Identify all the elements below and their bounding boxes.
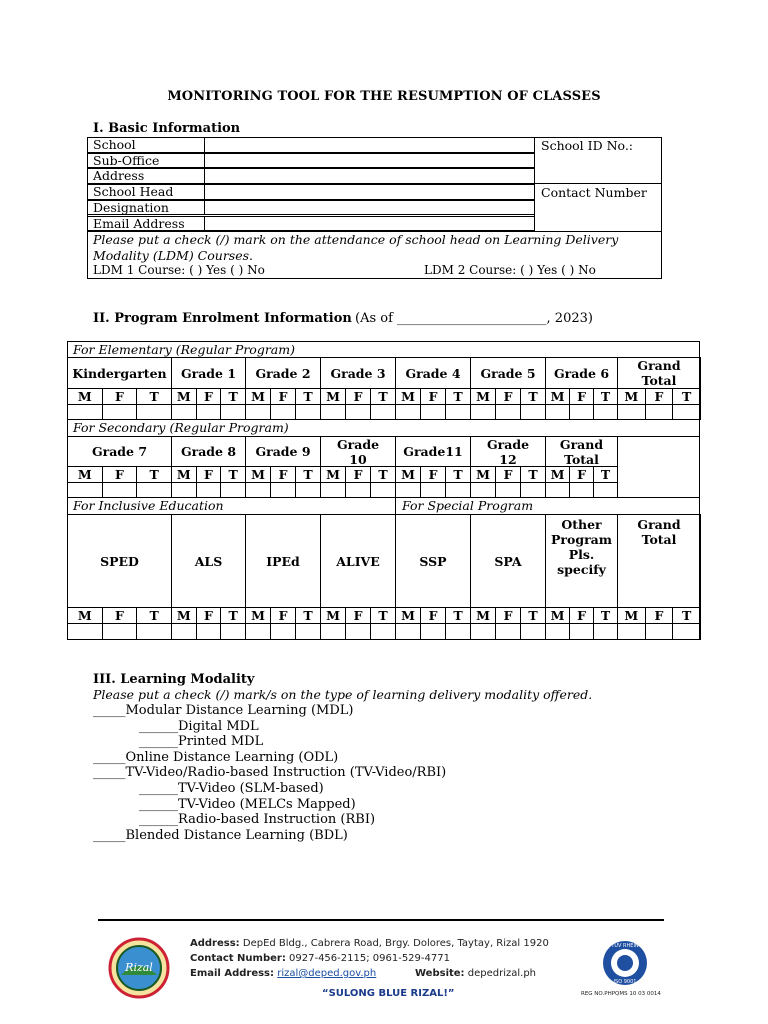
enrolment-input-cell — [445, 404, 471, 420]
inclusive-label: For Inclusive Education — [73, 498, 224, 513]
enrolment-input-cell — [345, 482, 371, 498]
secondary-grade-header: Grade 7 — [67, 436, 172, 467]
enrolment-input-cell — [196, 623, 222, 640]
enrolment-input-cell — [569, 404, 594, 420]
enrolment-input-cell — [395, 623, 421, 640]
mft-header-cell: M — [171, 466, 197, 483]
elementary-grade-header: Grade 3 — [320, 357, 396, 389]
mft-header-cell: T — [136, 388, 172, 405]
elementary-grade-header: Grand Total — [617, 357, 701, 389]
enrolment-input-cell — [395, 404, 421, 420]
mft-header-cell: T — [295, 607, 321, 624]
mft-header-cell: F — [645, 388, 674, 405]
enrolment-input-cell — [270, 404, 296, 420]
mft-header-cell: F — [270, 388, 296, 405]
enrolment-input-cell — [220, 623, 246, 640]
enrolment-input-cell — [136, 404, 172, 420]
mft-header-cell: F — [420, 607, 446, 624]
mft-header-cell: F — [569, 466, 594, 483]
enrolment-input-cell — [196, 482, 222, 498]
inclusive-program-header: Other Program Pls. specify — [545, 514, 618, 608]
mft-header-cell: M — [470, 466, 496, 483]
secondary-grade-header: Grade 12 — [470, 436, 546, 467]
enrolment-input-cell — [67, 623, 103, 640]
footer-contact: Contact Number: 0927-456-2115; 0961-529-4771 — [190, 953, 450, 964]
enrolment-input-cell — [495, 482, 521, 498]
enrolment-input-cell — [617, 623, 646, 640]
mft-header-cell: F — [196, 607, 222, 624]
enrolment-input-cell — [420, 623, 446, 640]
contact-number-label: Contact Number — [541, 185, 647, 200]
enrolment-input-cell — [370, 482, 396, 498]
enrolment-input-cell — [171, 404, 197, 420]
inclusive-program-header: SSP — [395, 514, 471, 608]
enrolment-input-cell — [470, 404, 496, 420]
enrolment-input-cell — [245, 482, 271, 498]
mft-header-cell: M — [320, 607, 346, 624]
ldm-instruction: Please put a check (/) mark on the attendance of school head on Learning Delivery Modality (LDM) Courses. — [93, 232, 619, 263]
mft-header-cell: M — [395, 388, 421, 405]
mft-header-cell: M — [67, 388, 103, 405]
enrolment-input-cell — [645, 404, 674, 420]
mft-header-cell: F — [645, 607, 674, 624]
enrolment-input-cell — [520, 404, 546, 420]
mft-header-cell: F — [495, 466, 521, 483]
basic-info-divider — [87, 231, 662, 232]
mft-header-cell: T — [593, 607, 618, 624]
enrolment-input-cell — [470, 623, 496, 640]
mft-header-cell: M — [67, 466, 103, 483]
mft-header-cell: T — [593, 388, 618, 405]
modality-option: _____Modular Distance Learning (MDL) — [93, 703, 354, 718]
secondary-grade-header: Grade 8 — [171, 436, 246, 467]
basic-info-label: Designation — [93, 199, 169, 215]
footer-email: Email Address: rizal@deped.gov.ph — [190, 968, 377, 979]
mft-header-cell: T — [445, 607, 471, 624]
mft-header-cell: F — [270, 466, 296, 483]
mft-header-cell: T — [295, 388, 321, 405]
modality-option: ______TV-Video (MELCs Mapped) — [139, 796, 356, 812]
enrolment-input-cell — [220, 404, 246, 420]
secondary-grade-header: Grand Total — [545, 436, 618, 467]
enrolment-input-cell — [420, 482, 446, 498]
logo-text: Rizal — [125, 961, 153, 974]
mft-header-cell: F — [495, 388, 521, 405]
enrolment-input-cell — [345, 404, 371, 420]
cert-text: TUV RHEIN — [611, 943, 639, 949]
mft-header-cell: M — [545, 466, 570, 483]
enrolment-input-cell — [245, 623, 271, 640]
mft-header-cell: M — [545, 607, 570, 624]
basic-info-label: School Head — [93, 184, 174, 200]
basic-info-value-cell — [204, 137, 535, 153]
enrolment-input-cell — [136, 623, 172, 640]
enrolment-input-cell — [672, 404, 701, 420]
enrolment-input-cell — [545, 623, 570, 640]
enrolment-input-cell — [672, 623, 701, 640]
enrolment-input-cell — [270, 623, 296, 640]
section3-heading: III. Learning Modality — [93, 672, 255, 687]
modality-instruction: Please put a check (/) mark/s on the type of learning delivery modality offered. — [93, 687, 593, 702]
enrolment-input-cell — [295, 482, 321, 498]
enrolment-input-cell — [67, 482, 103, 498]
elementary-label: For Elementary (Regular Program) — [73, 342, 295, 357]
basic-info-label: Address — [93, 168, 145, 184]
mft-header-cell: F — [569, 388, 594, 405]
enrolment-input-cell — [136, 482, 172, 498]
basic-info-value-cell — [204, 168, 535, 184]
mft-header-cell: M — [245, 388, 271, 405]
mft-header-cell: M — [395, 607, 421, 624]
mft-header-cell: T — [445, 388, 471, 405]
basic-info-value-cell — [204, 200, 535, 216]
basic-info-label: Email Address — [93, 215, 185, 231]
mft-header-cell: T — [520, 607, 546, 624]
special-divider — [395, 497, 396, 515]
enrolment-input-cell — [196, 404, 222, 420]
mft-header-cell: M — [617, 388, 646, 405]
mft-header-cell: T — [370, 607, 396, 624]
enrolment-input-cell — [593, 404, 618, 420]
enrolment-input-cell — [320, 404, 346, 420]
document-title: MONITORING TOOL FOR THE RESUMPTION OF CLASSES — [167, 89, 601, 104]
deped-rizal-logo — [95, 937, 183, 999]
email-link[interactable]: rizal@deped.gov.ph — [277, 968, 377, 979]
secondary-label: For Secondary (Regular Program) — [73, 420, 289, 435]
mft-header-cell: T — [220, 607, 246, 624]
elementary-grade-header: Grade 6 — [545, 357, 618, 389]
secondary-grade-header: Grade 9 — [245, 436, 321, 467]
mft-header-cell: M — [617, 607, 646, 624]
enrolment-input-cell — [245, 404, 271, 420]
mft-header-cell: T — [520, 466, 546, 483]
enrolment-input-cell — [445, 482, 471, 498]
mft-header-cell: T — [672, 388, 701, 405]
inclusive-program-header: ALS — [171, 514, 246, 608]
mft-header-cell: F — [102, 607, 138, 624]
mft-header-cell: M — [245, 607, 271, 624]
mft-header-cell: T — [295, 466, 321, 483]
inclusive-program-header: ALIVE — [320, 514, 396, 608]
enrolment-input-cell — [495, 404, 521, 420]
enrolment-input-cell — [67, 404, 103, 420]
enrolment-input-cell — [420, 404, 446, 420]
modality-option: _____TV-Video/Radio-based Instruction (TV-Video/RBI) — [93, 765, 447, 781]
elementary-grade-header: Grade 4 — [395, 357, 471, 389]
enrolment-input-cell — [220, 482, 246, 498]
enrolment-input-cell — [569, 482, 594, 498]
mft-header-cell: M — [67, 607, 103, 624]
mft-header-cell: F — [345, 466, 371, 483]
enrolment-input-cell — [593, 623, 618, 640]
secondary-grade-header: Grade11 — [395, 436, 471, 467]
elementary-grade-header: Kindergarten — [67, 357, 172, 389]
mft-header-cell: F — [495, 607, 521, 624]
mft-header-cell: M — [545, 388, 570, 405]
basic-info-label: School — [93, 137, 136, 152]
modality-option: _____Online Distance Learning (ODL) — [93, 749, 339, 765]
mft-header-cell: F — [102, 388, 138, 405]
mft-header-cell: F — [345, 388, 371, 405]
secondary-grade-header: Grade 10 — [320, 436, 396, 467]
footer-website: Website: depedrizal.ph — [415, 968, 537, 979]
mft-header-cell: T — [136, 607, 172, 624]
enrolment-input-cell — [617, 404, 646, 420]
mft-header-cell: M — [470, 388, 496, 405]
mft-header-cell: M — [320, 466, 346, 483]
enrolment-input-cell — [320, 482, 346, 498]
enrolment-input-cell — [295, 404, 321, 420]
enrolment-input-cell — [520, 623, 546, 640]
right-column-split — [534, 183, 662, 184]
cert-reg-number: REG NO.PHPQMS 10 03 0014 — [581, 991, 661, 997]
mft-header-cell: T — [370, 466, 396, 483]
secondary-empty-cell — [617, 436, 700, 498]
mft-header-cell: M — [171, 388, 197, 405]
enrolment-input-cell — [593, 482, 618, 498]
elementary-grade-header: Grade 1 — [171, 357, 246, 389]
enrolment-input-cell — [320, 623, 346, 640]
tuv-iso-certification-logo — [581, 937, 665, 999]
enrolment-input-cell — [645, 623, 674, 640]
enrolment-input-cell — [395, 482, 421, 498]
school-id-label: School ID No.: — [541, 138, 633, 153]
enrolment-input-cell — [569, 623, 594, 640]
mft-header-cell: M — [171, 607, 197, 624]
mft-header-cell: M — [395, 466, 421, 483]
modality-option: ______Printed MDL — [139, 734, 264, 750]
footer-divider — [98, 919, 664, 921]
enrolment-input-cell — [545, 404, 570, 420]
mft-header-cell: M — [470, 607, 496, 624]
mft-header-cell: F — [270, 607, 296, 624]
footer-slogan: “SULONG BLUE RIZAL!” — [322, 988, 455, 999]
enrolment-input-cell — [345, 623, 371, 640]
mft-header-cell: T — [520, 388, 546, 405]
mft-header-cell: F — [569, 607, 594, 624]
enrolment-input-cell — [102, 623, 138, 640]
enrolment-input-cell — [545, 482, 570, 498]
enrolment-input-cell — [370, 623, 396, 640]
iso-text: ISO 9001 — [613, 979, 637, 985]
mft-header-cell: F — [420, 466, 446, 483]
mft-header-cell: T — [220, 466, 246, 483]
ldm1-course: LDM 1 Course: ( ) Yes ( ) No — [93, 263, 265, 277]
elementary-grade-header: Grade 5 — [470, 357, 546, 389]
mft-header-cell: T — [593, 466, 618, 483]
enrolment-input-cell — [171, 623, 197, 640]
section2-heading: II. Program Enrolment Information — [93, 311, 352, 326]
inclusive-program-header: SPED — [67, 514, 172, 608]
enrolment-input-cell — [520, 482, 546, 498]
enrolment-input-cell — [370, 404, 396, 420]
enrolment-input-cell — [495, 623, 521, 640]
special-label: For Special Program — [402, 498, 534, 513]
enrolment-input-cell — [171, 482, 197, 498]
enrolment-input-cell — [470, 482, 496, 498]
elementary-grade-header: Grade 2 — [245, 357, 321, 389]
enrolment-input-cell — [102, 482, 138, 498]
mft-header-cell: F — [196, 466, 222, 483]
enrolment-input-cell — [102, 404, 138, 420]
enrolment-input-cell — [445, 623, 471, 640]
basic-info-value-cell — [204, 184, 535, 200]
mft-header-cell: M — [245, 466, 271, 483]
ldm2-course: LDM 2 Course: ( ) Yes ( ) No — [424, 263, 596, 277]
modality-option: ______Radio-based Instruction (RBI) — [139, 812, 376, 828]
inclusive-program-header: SPA — [470, 514, 546, 608]
mft-header-cell: F — [345, 607, 371, 624]
basic-info-value-cell — [204, 153, 535, 169]
enrolment-input-cell — [295, 623, 321, 640]
inclusive-program-header: IPEd — [245, 514, 321, 608]
mft-header-cell: F — [420, 388, 446, 405]
mft-header-cell: T — [370, 388, 396, 405]
modality-option: ______TV-Video (SLM-based) — [139, 781, 324, 796]
basic-info-label: Sub-Office — [93, 152, 160, 168]
basic-info-value-cell — [204, 216, 535, 232]
mft-header-cell: T — [445, 466, 471, 483]
mft-header-cell: F — [102, 466, 138, 483]
mft-header-cell: T — [136, 466, 172, 483]
inclusive-program-header: Grand Total — [617, 514, 701, 608]
as-of-date: (As of _______________________, 2023) — [355, 311, 593, 326]
mft-header-cell: F — [196, 388, 222, 405]
modality-option: ______Digital MDL — [139, 718, 259, 734]
mft-header-cell: T — [220, 388, 246, 405]
mft-header-cell: M — [320, 388, 346, 405]
right-column-divider — [534, 137, 535, 232]
enrolment-input-cell — [270, 482, 296, 498]
section1-heading: I. Basic Information — [93, 121, 241, 136]
modality-option: _____Blended Distance Learning (BDL) — [93, 827, 348, 843]
footer-address: Address: DepEd Bldg., Cabrera Road, Brgy. Dolores, Taytay, Rizal 1920 — [190, 938, 549, 949]
mft-header-cell: T — [672, 607, 701, 624]
